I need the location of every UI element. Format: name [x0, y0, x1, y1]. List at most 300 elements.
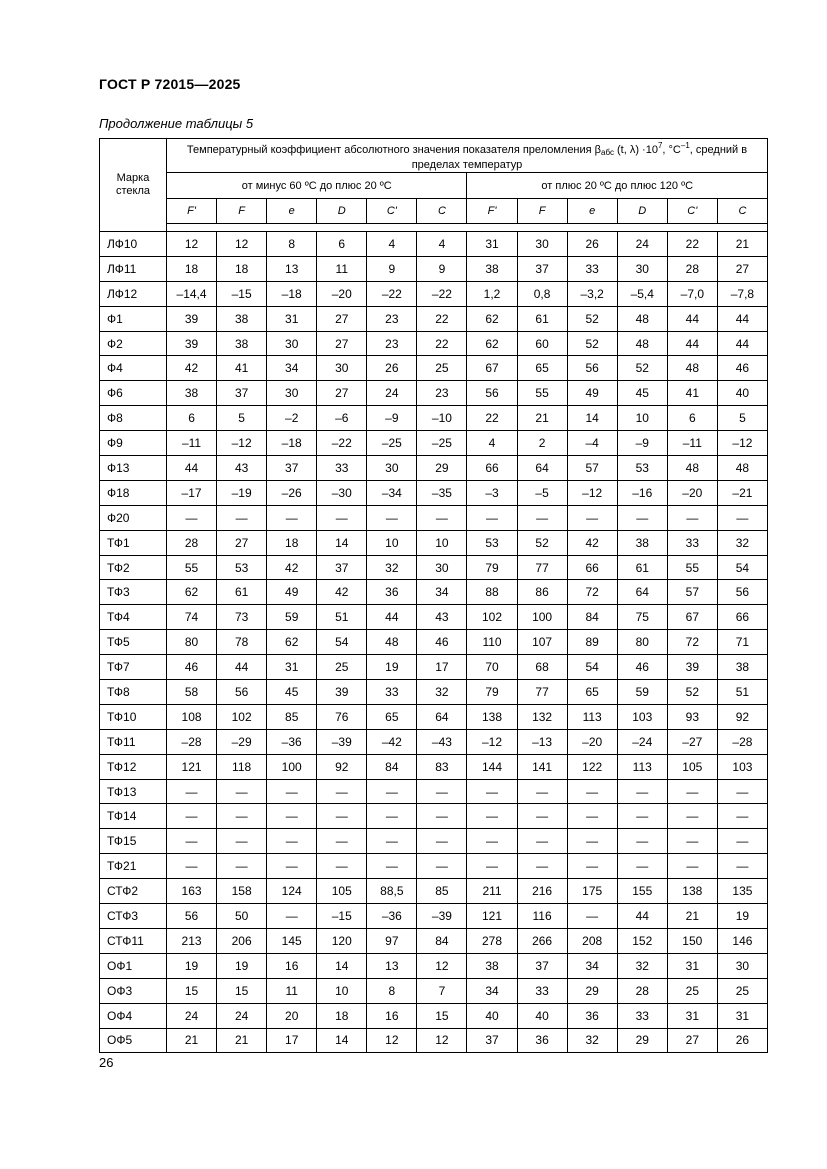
- value-cell: 25: [417, 356, 467, 381]
- value-cell: —: [217, 829, 267, 854]
- value-cell: —: [517, 505, 567, 530]
- value-cell: 6: [317, 232, 367, 257]
- value-cell: 138: [467, 704, 517, 729]
- value-cell: 93: [667, 704, 717, 729]
- value-cell: –18: [267, 431, 317, 456]
- value-cell: —: [517, 829, 567, 854]
- column-header: e: [267, 199, 317, 224]
- value-cell: 145: [267, 928, 317, 953]
- glass-mark-cell: Ф2: [100, 331, 167, 356]
- value-cell: 97: [367, 928, 417, 953]
- value-cell: —: [617, 854, 667, 879]
- value-cell: –12: [217, 431, 267, 456]
- value-cell: –30: [317, 480, 367, 505]
- value-cell: 9: [367, 256, 417, 281]
- column-header: C: [717, 199, 767, 224]
- value-cell: 83: [417, 754, 467, 779]
- value-cell: 146: [717, 928, 767, 953]
- value-cell: 21: [717, 232, 767, 257]
- value-cell: 206: [217, 928, 267, 953]
- value-cell: 66: [717, 605, 767, 630]
- table-row: [100, 729, 768, 754]
- value-cell: –13: [517, 729, 567, 754]
- value-cell: —: [617, 804, 667, 829]
- value-cell: 118: [217, 754, 267, 779]
- value-cell: 15: [417, 1003, 467, 1028]
- glass-mark-cell: ТФ10: [100, 704, 167, 729]
- value-cell: 44: [217, 655, 267, 680]
- glass-mark-cell: ЛФ10: [100, 232, 167, 257]
- value-cell: –12: [467, 729, 517, 754]
- value-cell: 4: [417, 232, 467, 257]
- value-cell: 44: [717, 306, 767, 331]
- glass-mark-cell: ЛФ12: [100, 281, 167, 306]
- value-cell: 14: [317, 953, 367, 978]
- value-cell: 23: [367, 306, 417, 331]
- value-cell: 19: [217, 953, 267, 978]
- value-cell: 38: [717, 655, 767, 680]
- value-cell: 24: [167, 1003, 217, 1028]
- value-cell: 6: [667, 406, 717, 431]
- value-cell: 6: [167, 406, 217, 431]
- value-cell: 100: [517, 605, 567, 630]
- value-cell: 22: [417, 331, 467, 356]
- table-row: [100, 505, 768, 530]
- value-cell: 70: [467, 655, 517, 680]
- value-cell: 24: [217, 1003, 267, 1028]
- value-cell: 42: [167, 356, 217, 381]
- value-cell: 175: [567, 879, 617, 904]
- table-row: [100, 804, 768, 829]
- value-cell: 75: [617, 605, 667, 630]
- value-cell: 65: [567, 680, 617, 705]
- value-cell: 12: [417, 1028, 467, 1053]
- value-cell: 17: [267, 1028, 317, 1053]
- value-cell: 152: [617, 928, 667, 953]
- value-cell: —: [517, 804, 567, 829]
- value-cell: 88: [467, 580, 517, 605]
- value-cell: 61: [217, 580, 267, 605]
- value-cell: 121: [467, 904, 517, 929]
- glass-mark-cell: ЛФ11: [100, 256, 167, 281]
- value-cell: 38: [467, 256, 517, 281]
- table-row: [100, 704, 768, 729]
- value-cell: 72: [567, 580, 617, 605]
- value-cell: —: [667, 854, 717, 879]
- value-cell: 68: [517, 655, 567, 680]
- value-cell: —: [317, 779, 367, 804]
- value-cell: 138: [667, 879, 717, 904]
- value-cell: 10: [417, 530, 467, 555]
- value-cell: –26: [267, 480, 317, 505]
- value-cell: 30: [417, 555, 467, 580]
- value-cell: –28: [717, 729, 767, 754]
- value-cell: 12: [417, 953, 467, 978]
- value-cell: –36: [367, 904, 417, 929]
- value-cell: 150: [667, 928, 717, 953]
- value-cell: —: [217, 505, 267, 530]
- column-header: C': [367, 199, 417, 224]
- value-cell: 80: [167, 630, 217, 655]
- value-cell: 208: [567, 928, 617, 953]
- value-cell: 28: [667, 256, 717, 281]
- value-cell: –36: [267, 729, 317, 754]
- value-cell: 122: [567, 754, 617, 779]
- value-cell: –2: [267, 406, 317, 431]
- value-cell: 38: [467, 953, 517, 978]
- value-cell: 11: [317, 256, 367, 281]
- value-cell: 22: [467, 406, 517, 431]
- value-cell: 46: [167, 655, 217, 680]
- glass-mark-cell: ОФ4: [100, 1003, 167, 1028]
- value-cell: 40: [517, 1003, 567, 1028]
- value-cell: 34: [417, 580, 467, 605]
- value-cell: 39: [667, 655, 717, 680]
- value-cell: 18: [167, 256, 217, 281]
- value-cell: 55: [167, 555, 217, 580]
- value-cell: 30: [517, 232, 567, 257]
- table-row: [100, 754, 768, 779]
- value-cell: 15: [167, 978, 217, 1003]
- document-title: ГОСТ Р 72015—2025: [99, 76, 241, 92]
- value-cell: —: [267, 904, 317, 929]
- glass-mark-cell: ТФ8: [100, 680, 167, 705]
- value-cell: –12: [567, 480, 617, 505]
- value-cell: 34: [567, 953, 617, 978]
- value-cell: 27: [317, 381, 367, 406]
- value-cell: 56: [217, 680, 267, 705]
- value-cell: 48: [667, 356, 717, 381]
- value-cell: —: [517, 779, 567, 804]
- value-cell: 61: [517, 306, 567, 331]
- value-cell: 14: [317, 530, 367, 555]
- glass-mark-cell: ТФ1: [100, 530, 167, 555]
- value-cell: 28: [167, 530, 217, 555]
- value-cell: 132: [517, 704, 567, 729]
- table-row: [100, 456, 768, 481]
- value-cell: 144: [467, 754, 517, 779]
- value-cell: 53: [617, 456, 667, 481]
- value-cell: –22: [417, 281, 467, 306]
- value-cell: 21: [167, 1028, 217, 1053]
- value-cell: –14,4: [167, 281, 217, 306]
- table-row: [100, 779, 768, 804]
- value-cell: 110: [467, 630, 517, 655]
- glass-mark-cell: СТФ2: [100, 879, 167, 904]
- value-cell: 31: [667, 953, 717, 978]
- value-cell: 33: [617, 1003, 667, 1028]
- value-cell: 18: [217, 256, 267, 281]
- value-cell: 100: [267, 754, 317, 779]
- glass-mark-cell: Ф18: [100, 480, 167, 505]
- table-row: [100, 580, 768, 605]
- value-cell: 77: [517, 680, 567, 705]
- value-cell: 62: [467, 331, 517, 356]
- value-cell: 18: [317, 1003, 367, 1028]
- value-cell: —: [567, 804, 617, 829]
- table-row: [100, 829, 768, 854]
- value-cell: 29: [417, 456, 467, 481]
- value-cell: –3,2: [567, 281, 617, 306]
- value-cell: 71: [717, 630, 767, 655]
- value-cell: 21: [217, 1028, 267, 1053]
- value-cell: 92: [717, 704, 767, 729]
- glass-mark-cell: СТФ11: [100, 928, 167, 953]
- value-cell: 37: [267, 456, 317, 481]
- value-cell: —: [667, 779, 717, 804]
- value-cell: 57: [667, 580, 717, 605]
- value-cell: 57: [567, 456, 617, 481]
- table-row: [100, 480, 768, 505]
- value-cell: –10: [417, 406, 467, 431]
- value-cell: —: [167, 505, 217, 530]
- glass-mark-cell: ТФ11: [100, 729, 167, 754]
- value-cell: —: [667, 505, 717, 530]
- value-cell: 10: [367, 530, 417, 555]
- value-cell: 26: [567, 232, 617, 257]
- value-cell: —: [517, 854, 567, 879]
- value-cell: –24: [617, 729, 667, 754]
- value-cell: —: [717, 505, 767, 530]
- value-cell: 59: [617, 680, 667, 705]
- value-cell: 16: [267, 953, 317, 978]
- value-cell: 64: [417, 704, 467, 729]
- glass-mark-cell: ТФ12: [100, 754, 167, 779]
- value-cell: 43: [417, 605, 467, 630]
- value-cell: 34: [267, 356, 317, 381]
- column-header: F': [167, 199, 217, 224]
- value-cell: 32: [717, 530, 767, 555]
- value-cell: 46: [417, 630, 467, 655]
- value-cell: 45: [267, 680, 317, 705]
- column-header: F': [467, 199, 517, 224]
- value-cell: 108: [167, 704, 217, 729]
- value-cell: —: [167, 804, 217, 829]
- value-cell: –11: [667, 431, 717, 456]
- value-cell: 56: [167, 904, 217, 929]
- value-cell: 73: [217, 605, 267, 630]
- value-cell: 64: [617, 580, 667, 605]
- value-cell: –20: [317, 281, 367, 306]
- value-cell: 22: [667, 232, 717, 257]
- value-cell: 36: [517, 1028, 567, 1053]
- value-cell: 31: [267, 306, 317, 331]
- value-cell: –7,0: [667, 281, 717, 306]
- value-cell: –35: [417, 480, 467, 505]
- value-cell: 107: [517, 630, 567, 655]
- value-cell: 85: [417, 879, 467, 904]
- value-cell: —: [417, 854, 467, 879]
- value-cell: 31: [467, 232, 517, 257]
- value-cell: –34: [367, 480, 417, 505]
- main-header: Температурный коэффициент абсолютного значения показателя преломления $\beta_{абс}$ (t, $\lambda) \cdot 10^7$, $^\circ C^{-1}$, средний в пределах температур: [167, 139, 768, 173]
- value-cell: 155: [617, 879, 667, 904]
- glass-mark-cell: ОФ1: [100, 953, 167, 978]
- value-cell: —: [367, 854, 417, 879]
- value-cell: 29: [617, 1028, 667, 1053]
- value-cell: —: [217, 779, 267, 804]
- value-cell: —: [317, 829, 367, 854]
- value-cell: 31: [267, 655, 317, 680]
- table-row: [100, 530, 768, 555]
- value-cell: 27: [717, 256, 767, 281]
- value-cell: 25: [717, 978, 767, 1003]
- value-cell: —: [267, 804, 317, 829]
- value-cell: —: [317, 804, 367, 829]
- value-cell: 33: [317, 456, 367, 481]
- value-cell: –17: [167, 480, 217, 505]
- value-cell: 2: [517, 431, 567, 456]
- value-cell: 29: [567, 978, 617, 1003]
- value-cell: 48: [717, 456, 767, 481]
- value-cell: 211: [467, 879, 517, 904]
- table-row: [100, 655, 768, 680]
- value-cell: 19: [367, 655, 417, 680]
- value-cell: 92: [317, 754, 367, 779]
- value-cell: 46: [717, 356, 767, 381]
- value-cell: 42: [267, 555, 317, 580]
- value-cell: 36: [367, 580, 417, 605]
- value-cell: 12: [167, 232, 217, 257]
- column-header: D: [617, 199, 667, 224]
- value-cell: 30: [717, 953, 767, 978]
- page-number: 26: [99, 1055, 114, 1070]
- value-cell: 213: [167, 928, 217, 953]
- value-cell: 37: [517, 953, 567, 978]
- glass-mark-cell: Ф20: [100, 505, 167, 530]
- value-cell: 24: [617, 232, 667, 257]
- value-cell: 56: [717, 580, 767, 605]
- value-cell: 31: [667, 1003, 717, 1028]
- value-cell: 120: [317, 928, 367, 953]
- value-cell: 59: [267, 605, 317, 630]
- value-cell: —: [267, 829, 317, 854]
- value-cell: 78: [217, 630, 267, 655]
- value-cell: —: [417, 829, 467, 854]
- value-cell: 48: [667, 456, 717, 481]
- table-row: [100, 978, 768, 1003]
- value-cell: 19: [167, 953, 217, 978]
- column-header-glass-mark: Марка стекла: [100, 139, 167, 232]
- value-cell: —: [417, 505, 467, 530]
- value-cell: 4: [467, 431, 517, 456]
- value-cell: 34: [467, 978, 517, 1003]
- value-cell: –19: [217, 480, 267, 505]
- value-cell: 55: [667, 555, 717, 580]
- value-cell: 105: [667, 754, 717, 779]
- value-cell: —: [617, 505, 667, 530]
- glass-mark-cell: ОФ3: [100, 978, 167, 1003]
- table-row: [100, 555, 768, 580]
- value-cell: 32: [417, 680, 467, 705]
- table-row: [100, 605, 768, 630]
- value-cell: —: [467, 804, 517, 829]
- value-cell: —: [617, 829, 667, 854]
- value-cell: —: [567, 854, 617, 879]
- value-cell: 16: [367, 1003, 417, 1028]
- value-cell: 52: [567, 331, 617, 356]
- glass-mark-cell: СТФ3: [100, 904, 167, 929]
- value-cell: 13: [267, 256, 317, 281]
- value-cell: 33: [667, 530, 717, 555]
- value-cell: —: [217, 854, 267, 879]
- value-cell: 77: [517, 555, 567, 580]
- glass-mark-cell: ТФ21: [100, 854, 167, 879]
- value-cell: 38: [217, 331, 267, 356]
- value-cell: –16: [617, 480, 667, 505]
- value-cell: 44: [167, 456, 217, 481]
- glass-mark-cell: ТФ5: [100, 630, 167, 655]
- value-cell: 12: [217, 232, 267, 257]
- value-cell: –12: [717, 431, 767, 456]
- value-cell: 23: [367, 331, 417, 356]
- value-cell: 7: [417, 978, 467, 1003]
- value-cell: —: [567, 779, 617, 804]
- value-cell: 141: [517, 754, 567, 779]
- value-cell: 27: [217, 530, 267, 555]
- value-cell: —: [167, 854, 217, 879]
- value-cell: 37: [217, 381, 267, 406]
- value-cell: 38: [167, 381, 217, 406]
- value-cell: 36: [567, 1003, 617, 1028]
- value-cell: 39: [167, 331, 217, 356]
- value-cell: —: [367, 829, 417, 854]
- value-cell: 113: [567, 704, 617, 729]
- value-cell: 76: [317, 704, 367, 729]
- glass-mark-cell: Ф4: [100, 356, 167, 381]
- table-row: [100, 904, 768, 929]
- value-cell: 72: [667, 630, 717, 655]
- value-cell: 37: [517, 256, 567, 281]
- table-row: [100, 306, 768, 331]
- value-cell: 113: [617, 754, 667, 779]
- glass-mark-cell: ТФ3: [100, 580, 167, 605]
- column-header: e: [567, 199, 617, 224]
- glass-mark-cell: Ф9: [100, 431, 167, 456]
- value-cell: 52: [517, 530, 567, 555]
- glass-mark-cell: ТФ15: [100, 829, 167, 854]
- table-row: [100, 928, 768, 953]
- value-cell: —: [567, 904, 617, 929]
- value-cell: 24: [367, 381, 417, 406]
- value-cell: –28: [167, 729, 217, 754]
- value-cell: 15: [217, 978, 267, 1003]
- value-cell: —: [667, 829, 717, 854]
- value-cell: 48: [367, 630, 417, 655]
- table-caption: Продолжение таблицы 5: [99, 116, 254, 131]
- value-cell: 163: [167, 879, 217, 904]
- value-cell: 30: [317, 356, 367, 381]
- value-cell: —: [567, 829, 617, 854]
- value-cell: –7,8: [717, 281, 767, 306]
- value-cell: –5: [517, 480, 567, 505]
- value-cell: 67: [467, 356, 517, 381]
- value-cell: 56: [567, 356, 617, 381]
- value-cell: –20: [667, 480, 717, 505]
- value-cell: 21: [667, 904, 717, 929]
- value-cell: 52: [667, 680, 717, 705]
- value-cell: 56: [467, 381, 517, 406]
- value-cell: 67: [667, 605, 717, 630]
- value-cell: 28: [617, 978, 667, 1003]
- value-cell: —: [617, 779, 667, 804]
- glass-mark-cell: ТФ14: [100, 804, 167, 829]
- value-cell: 88,5: [367, 879, 417, 904]
- value-cell: —: [167, 779, 217, 804]
- value-cell: 13: [367, 953, 417, 978]
- glass-mark-cell: Ф8: [100, 406, 167, 431]
- value-cell: 31: [717, 1003, 767, 1028]
